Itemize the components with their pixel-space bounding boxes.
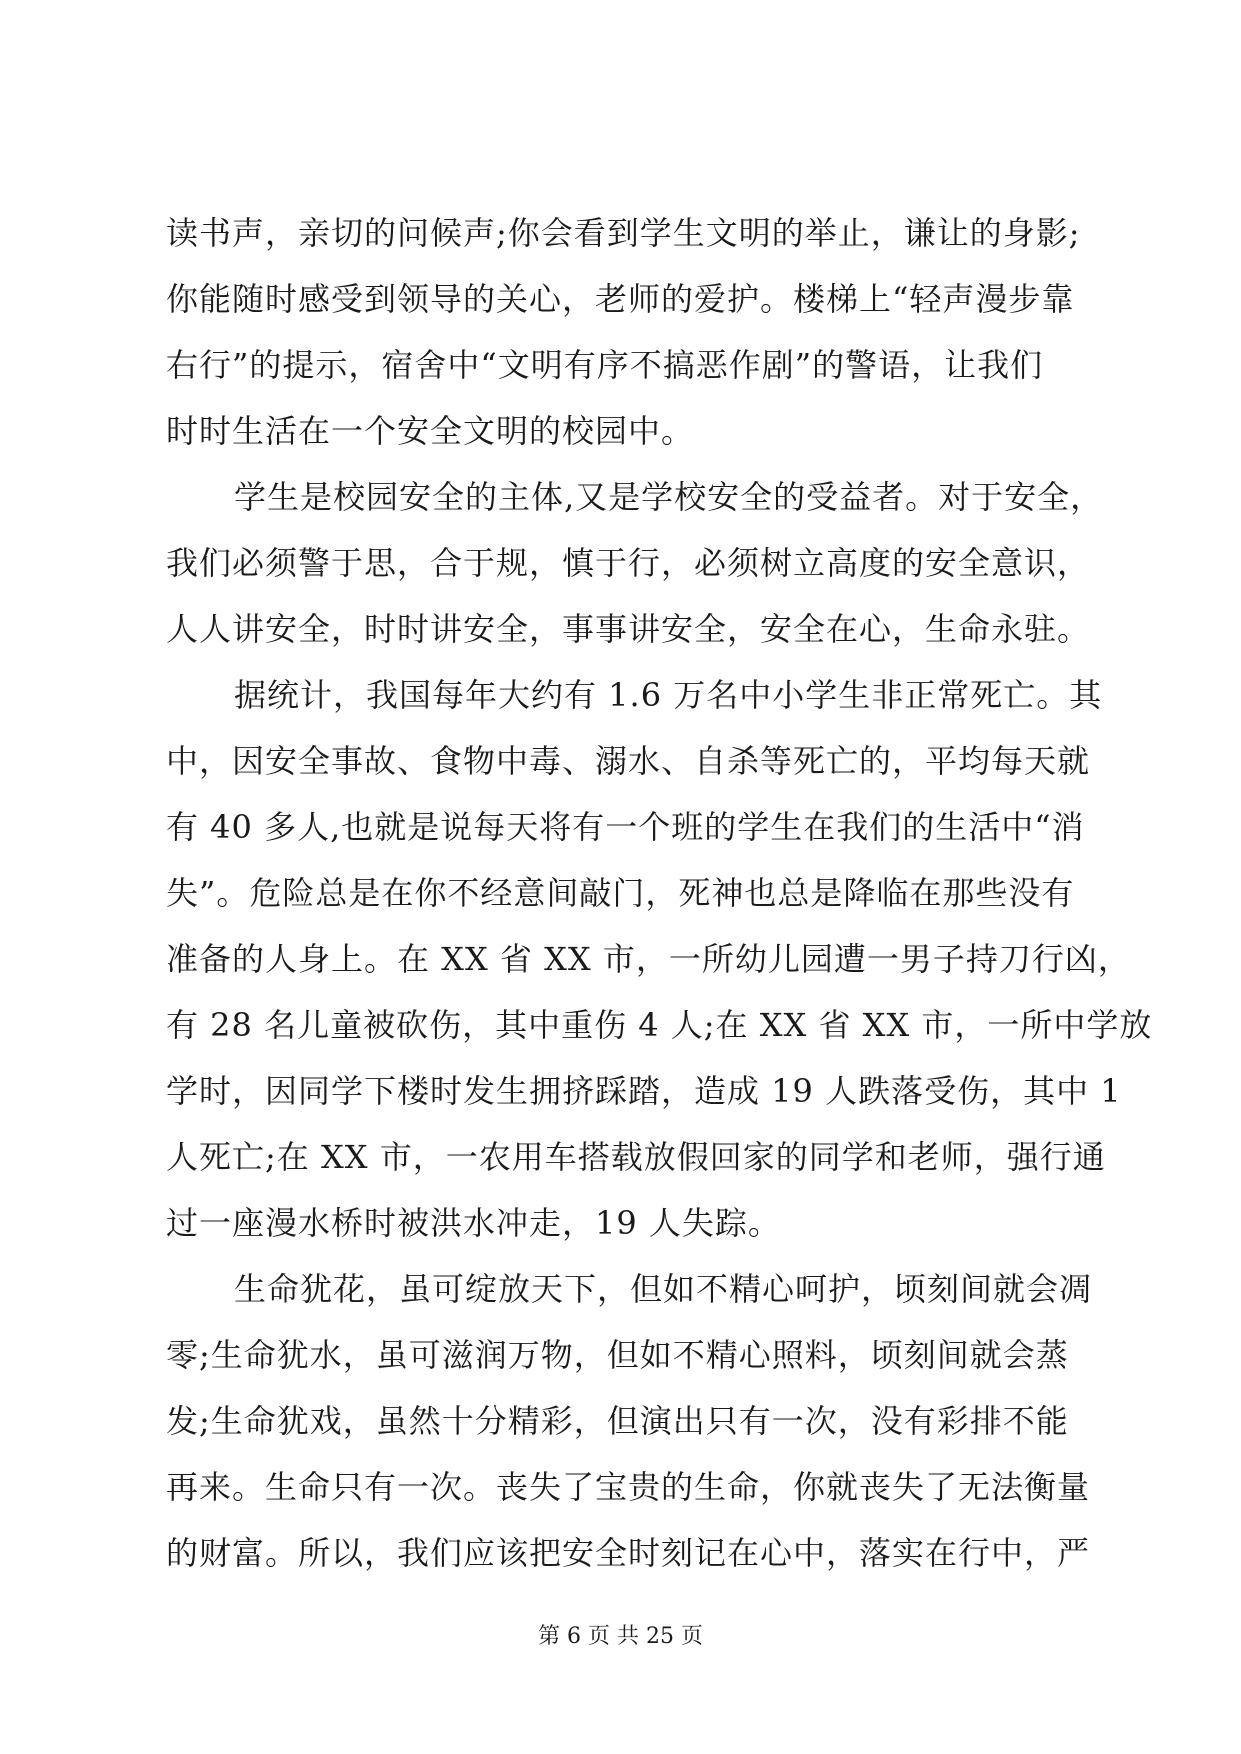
paragraph-line: 再来。生命只有一次。丧失了宝贵的生命，你就丧失了无法衡量	[166, 1468, 1091, 1506]
paragraph-line: 据统计，我国每年大约有 1.6 万名中小学生非正常死亡。其	[234, 676, 1103, 714]
paragraph-line: 人死亡;在 XX 市，一农用车搭载放假回家的同学和老师，强行通	[166, 1138, 1106, 1176]
page-number-footer: 第 6 页 共 25 页	[538, 1624, 703, 1649]
paragraph-line: 生命犹花，虽可绽放天下，但如不精心呵护，顷刻间就会凋	[234, 1270, 1093, 1308]
paragraph-line: 学时，因同学下楼时发生拥挤踩踏，造成 19 人跌落受伤，其中 1	[166, 1072, 1122, 1110]
paragraph-line: 中，因安全事故、食物中毒、溺水、自杀等死亡的，平均每天就	[166, 742, 1091, 780]
paragraph-line: 读书声，亲切的问候声;你会看到学生文明的举止，谦让的身影;	[166, 214, 1081, 252]
paragraph-line: 准备的人身上。在 XX 省 XX 市，一所幼儿园遭一男子持刀行凶，	[166, 940, 1131, 978]
paragraph-line: 有 28 名儿童被砍伤，其中重伤 4 人;在 XX 省 XX 市，一所中学放	[166, 1006, 1153, 1044]
paragraph-line: 的财富。所以，我们应该把安全时刻记在心中，落实在行中，严	[166, 1534, 1091, 1572]
paragraph-line: 零;生命犹水，虽可滋润万物，但如不精心照料，顷刻间就会蒸	[166, 1336, 1069, 1374]
paragraph-line: 人人讲安全，时时讲安全，事事讲安全，安全在心，生命永驻。	[166, 610, 1091, 648]
paragraph-line: 发;生命犹戏，虽然十分精彩，但演出只有一次，没有彩排不能	[166, 1402, 1069, 1440]
paragraph-line: 时时生活在一个安全文明的校园中。	[166, 412, 695, 450]
paragraph-line: 失”。危险总是在你不经意间敲门，死神也总是降临在那些没有	[166, 874, 1075, 912]
paragraph-line: 你能随时感受到领导的关心，老师的爱护。楼梯上“轻声漫步靠	[166, 280, 1075, 318]
document-body	[166, 200, 1153, 1586]
paragraph-line: 右行”的提示，宿舍中“文明有序不搞恶作剧”的警语，让我们	[166, 346, 1044, 384]
paragraph-line: 过一座漫水桥时被洪水冲走，19 人失踪。	[166, 1204, 781, 1242]
paragraph-line: 学生是校园安全的主体,又是学校安全的受益者。对于安全，	[234, 478, 1104, 516]
paragraph-line: 我们必须警于思，合于规，慎于行，必须树立高度的安全意识，	[166, 544, 1091, 582]
paragraph-line: 有 40 多人,也就是说每天将有一个班的学生在我们的生活中“消	[166, 808, 1085, 846]
